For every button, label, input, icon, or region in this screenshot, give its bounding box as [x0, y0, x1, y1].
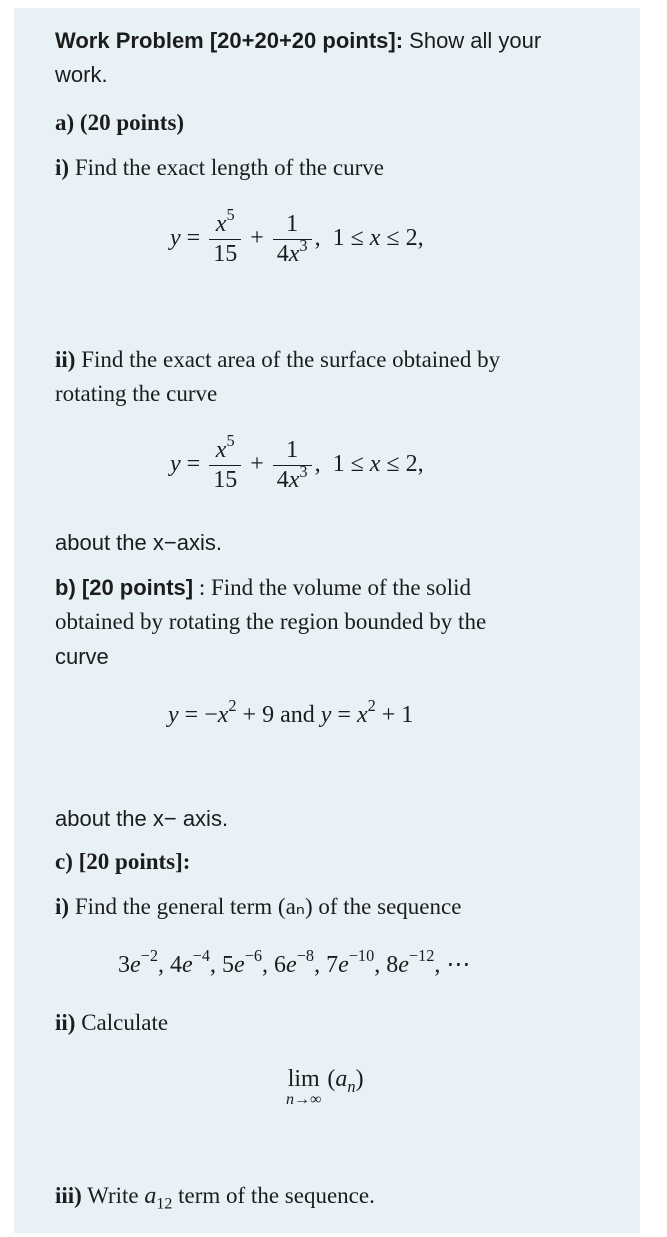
equation-arc-length: y = $\frac{x^5}{15}$ + $\frac{1}{4x^3}$ , 1 ≤ x ≤ 2, — [170, 205, 424, 268]
part-a-about: about the x−axis. — [55, 530, 222, 555]
title-line2: work. — [55, 62, 108, 87]
part-c-heading: c) [20 points]: — [55, 849, 191, 874]
part-a-ii-sentence: Find the exact area of the surface obtained by — [75, 347, 501, 372]
equation-sequence: $3e^{-2}$, $4e^{-4}$, $5e^{-6}$, $6e^{-8}$, $7e^{-10}$, $8e^{-12}$, ⋯ — [118, 946, 471, 978]
part-a-i-label: i) — [55, 155, 70, 180]
part-b-line1 — [55, 575, 471, 601]
title-bold: Work Problem [20+20+20 points]: — [55, 28, 404, 53]
part-c-ii-text — [55, 1010, 168, 1036]
part-c-iii-label: iii) — [55, 1183, 82, 1208]
part-c-iii-pre: Write — [81, 1183, 145, 1208]
part-a-ii-text — [55, 347, 500, 373]
equation-surface-area: y = $\frac{x^5}{15}$ + $\frac{1}{4x^3}$ , 1 ≤ x ≤ 2, — [170, 431, 424, 494]
part-a-ii-label: ii) — [55, 347, 76, 372]
part-b-line2: obtained by rotating the region bounded by the — [55, 609, 487, 634]
part-a-ii-line2: rotating the curve — [55, 381, 218, 406]
part-b-line3: curve — [55, 644, 109, 669]
part-c-i-sentence: Find the general term (aₙ) of the sequence — [69, 894, 462, 919]
part-c-ii-sentence: Calculate — [75, 1010, 169, 1035]
part-a-heading: a) (20 points) — [55, 110, 185, 135]
title-rest: Show all your — [403, 28, 542, 53]
part-b-about: about the x− axis. — [55, 806, 229, 831]
equation-region: $y = -x^2 + 9$ and $y = x^2 + 1$ — [168, 696, 414, 728]
part-a-i-sentence: Find the exact length of the curve — [69, 155, 384, 180]
part-b-label: b) [20 points] — [55, 575, 194, 600]
part-c-i-text — [55, 894, 461, 920]
part-a-i-text — [55, 155, 384, 181]
part-c-ii-label: ii) — [55, 1010, 76, 1035]
part-b-sentence: : Find the volume of the solid — [193, 575, 472, 600]
part-c-iii-text: iii) Write $a_{12}$ term of the sequence. — [55, 1183, 375, 1213]
equation-limit: lim n→∞ $(a_n)$ — [286, 1066, 364, 1108]
part-c-i-label: i) — [55, 894, 70, 919]
problem-title — [55, 28, 541, 54]
part-c-iii-post: term of the sequence. — [172, 1183, 375, 1208]
